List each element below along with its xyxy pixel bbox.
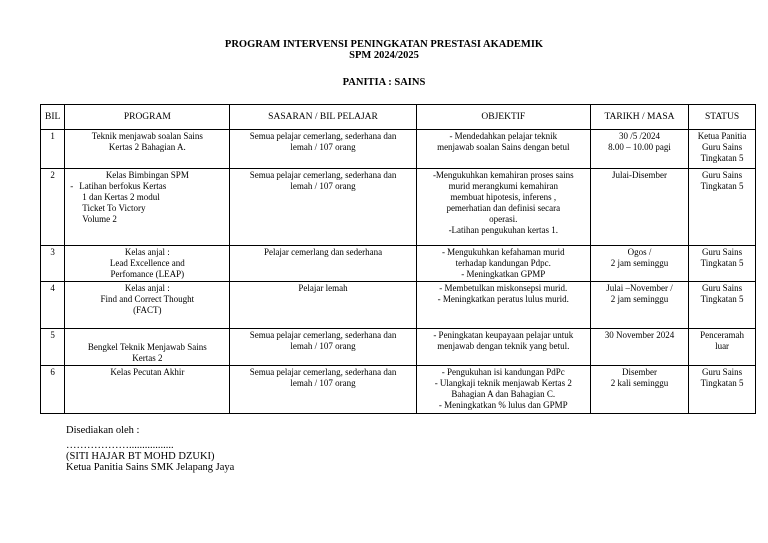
cell-line: murid merangkumi kemahiran bbox=[448, 181, 559, 191]
cell-objektif bbox=[416, 282, 590, 329]
cell-line: -Latihan pengukuhan kertas 1. bbox=[448, 225, 559, 235]
cell-line: Kertas 2 bbox=[132, 353, 163, 363]
cell-sasaran bbox=[230, 246, 416, 282]
table-header-row bbox=[41, 105, 756, 130]
cell-line: Bengkel Teknik Menjawab Sains bbox=[87, 342, 207, 352]
table-row bbox=[41, 329, 756, 366]
cell-line: lemah / 107 orang bbox=[290, 341, 356, 351]
cell-objektif bbox=[416, 130, 590, 169]
cell-line: Pelajar lemah bbox=[298, 283, 348, 293]
cell-line: Tingkatan 5 bbox=[700, 181, 744, 191]
table-row bbox=[41, 246, 756, 282]
cell-line: Kertas 2 Bahagian A. bbox=[108, 142, 186, 152]
cell-tarikh bbox=[590, 246, 688, 282]
cell-bil: 2 bbox=[41, 169, 65, 246]
cell-sasaran bbox=[230, 282, 416, 329]
document-subtitle: SPM 2024/2025 bbox=[349, 50, 419, 61]
cell-tarikh bbox=[590, 282, 688, 329]
cell-line: Lead Excellence and bbox=[109, 258, 185, 268]
cell-bil: 5 bbox=[41, 329, 65, 366]
cell-line: Semua pelajar cemerlang, sederhana dan bbox=[249, 131, 397, 141]
cell-line: 30 November 2024 bbox=[604, 330, 675, 340]
cell-line: 30 /5 /2024 bbox=[619, 131, 661, 141]
cell-line: Semua pelajar cemerlang, sederhana dan bbox=[249, 330, 397, 340]
signatory-name: (SITI HAJAR BT MOHD DZUKI) bbox=[66, 451, 215, 462]
cell-line: 8.00 – 10.00 pagi bbox=[608, 142, 671, 152]
cell-status bbox=[689, 246, 756, 282]
column-header-program: PROGRAM bbox=[65, 105, 230, 130]
cell-line: Julai –November / bbox=[606, 283, 673, 293]
cell-line: lemah / 107 orang bbox=[290, 142, 356, 152]
cell-line: Teknik menjawab soalan Sains bbox=[91, 131, 203, 141]
cell-line: 2 kali seminggu bbox=[610, 378, 669, 388]
cell-line: - Meningkatkan peratus lulus murid. bbox=[437, 294, 569, 304]
cell-line: Kelas Pecutan Akhir bbox=[110, 367, 185, 377]
cell-line: - Mendedahkan pelajar teknik bbox=[449, 131, 558, 141]
cell-program bbox=[65, 366, 230, 414]
list-item bbox=[79, 181, 226, 225]
cell-line: Find and Correct Thought bbox=[100, 294, 195, 304]
cell-line: 2 jam seminggu bbox=[610, 294, 669, 304]
cell-program bbox=[65, 246, 230, 282]
cell-program bbox=[65, 282, 230, 329]
cell-line: - Meningkatkan % lulus dan GPMP bbox=[438, 400, 568, 410]
cell-line: Tingkatan 5 bbox=[700, 153, 744, 163]
cell-line: pemerhatian dan definisi secara bbox=[446, 203, 561, 213]
cell-line: Guru Sains bbox=[701, 283, 743, 293]
cell-program bbox=[65, 169, 230, 246]
cell-line: - Meningkatkan GPMP bbox=[461, 269, 546, 279]
cell-program bbox=[65, 329, 230, 366]
cell-tarikh bbox=[590, 329, 688, 366]
cell-line: Disember bbox=[622, 367, 657, 377]
table-row bbox=[41, 282, 756, 329]
cell-line: (FACT) bbox=[133, 305, 162, 315]
prepared-by-label: Disediakan oleh : bbox=[66, 425, 140, 436]
cell-line: Guru Sains bbox=[701, 367, 743, 377]
cell-line: terhadap kandungan Pdpc. bbox=[455, 258, 551, 268]
cell-line: - Membetulkan miskonsepsi murid. bbox=[439, 283, 568, 293]
cell-line: Guru Sains bbox=[701, 170, 743, 180]
signature-line: ………………................. bbox=[66, 440, 174, 451]
cell-line: Pelajar cemerlang dan sederhana bbox=[263, 247, 383, 257]
cell-line: Ketua Panitia bbox=[697, 131, 747, 141]
cell-sasaran bbox=[230, 366, 416, 414]
cell-line: Penceramah bbox=[700, 330, 745, 340]
cell-objektif bbox=[416, 329, 590, 366]
cell-objektif bbox=[416, 366, 590, 414]
cell-tarikh bbox=[590, 130, 688, 169]
document-title: PROGRAM INTERVENSI PENINGKATAN PRESTASI AKADEMIK bbox=[224, 39, 544, 50]
column-header-bil: BIL bbox=[41, 105, 65, 130]
column-header-objektif: OBJEKTIF bbox=[416, 105, 590, 130]
cell-sasaran bbox=[230, 169, 416, 246]
cell-objektif bbox=[416, 169, 590, 246]
cell-sasaran bbox=[230, 130, 416, 169]
cell-line: 1 dan Kertas 2 modul bbox=[82, 192, 160, 202]
cell-tarikh bbox=[590, 169, 688, 246]
cell-bil: 4 bbox=[41, 282, 65, 329]
cell-line: Kelas anjal : bbox=[124, 247, 170, 257]
cell-line: -Mengukuhkan kemahiran proses sains bbox=[432, 170, 574, 180]
cell-line: Tingkatan 5 bbox=[700, 258, 744, 268]
cell-line: - Peningkatan keupayaan pelajar untuk bbox=[433, 330, 574, 340]
column-header-status: STATUS bbox=[689, 105, 756, 130]
cell-line: Semua pelajar cemerlang, sederhana dan bbox=[249, 170, 397, 180]
cell-status bbox=[689, 329, 756, 366]
cell-line: lemah / 107 orang bbox=[290, 378, 356, 388]
cell-bil: 6 bbox=[41, 366, 65, 414]
cell-bil: 1 bbox=[41, 130, 65, 169]
cell-line: Semua pelajar cemerlang, sederhana dan bbox=[249, 367, 397, 377]
cell-program bbox=[65, 130, 230, 169]
cell-line: Tingkatan 5 bbox=[700, 378, 744, 388]
cell-objektif bbox=[416, 246, 590, 282]
cell-line: Kelas Bimbingan SPM bbox=[105, 170, 189, 180]
cell-line: Kelas anjal : bbox=[124, 283, 170, 293]
cell-line: - Mengukuhkan kefahaman murid bbox=[441, 247, 565, 257]
cell-line: operasi. bbox=[489, 214, 518, 224]
cell-status bbox=[689, 169, 756, 246]
cell-line: luar bbox=[715, 341, 730, 351]
cell-line: membuat hipotesis, inferens , bbox=[450, 192, 557, 202]
cell-sasaran bbox=[230, 329, 416, 366]
column-header-sasaran: SASARAN / BIL PELAJAR bbox=[230, 105, 416, 130]
column-header-tarikh: TARIKH / MASA bbox=[590, 105, 688, 130]
cell-line: - Ulangkaji teknik menjawab Kertas 2 bbox=[434, 378, 572, 388]
cell-line: - Pengukuhan isi kandungan PdPc bbox=[441, 367, 565, 377]
cell-line: Bahagian A dan Bahagian C. bbox=[451, 389, 556, 399]
cell-line: Volume 2 bbox=[82, 214, 117, 224]
cell-line: menjawab dengan teknik yang betul. bbox=[437, 341, 570, 351]
panel-title: PANITIA : SAINS bbox=[342, 77, 426, 88]
cell-line: Ogos / bbox=[627, 247, 652, 257]
table-row bbox=[41, 169, 756, 246]
cell-line: Julai-Disember bbox=[612, 170, 667, 180]
cell-status bbox=[689, 282, 756, 329]
cell-line: lemah / 107 orang bbox=[290, 181, 356, 191]
cell-tarikh bbox=[590, 366, 688, 414]
cell-line: Latihan berfokus Kertas bbox=[79, 181, 167, 191]
cell-status bbox=[689, 366, 756, 414]
cell-line: menjawab soalan Sains dengan betul bbox=[437, 142, 570, 152]
cell-line: Guru Sains bbox=[701, 142, 743, 152]
cell-line: 2 jam seminggu bbox=[610, 258, 669, 268]
signatory-position: Ketua Panitia Sains SMK Jelapang Jaya bbox=[66, 462, 235, 473]
cell-line: Tingkatan 5 bbox=[700, 294, 744, 304]
program-sub-list bbox=[68, 181, 226, 225]
cell-status bbox=[689, 130, 756, 169]
cell-bil: 3 bbox=[41, 246, 65, 282]
cell-line: Guru Sains bbox=[701, 247, 743, 257]
table-row bbox=[41, 366, 756, 414]
program-table bbox=[40, 104, 756, 414]
cell-line: Ticket To Victory bbox=[82, 203, 146, 213]
cell-line: Perfomance (LEAP) bbox=[110, 269, 185, 279]
table-row bbox=[41, 130, 756, 169]
